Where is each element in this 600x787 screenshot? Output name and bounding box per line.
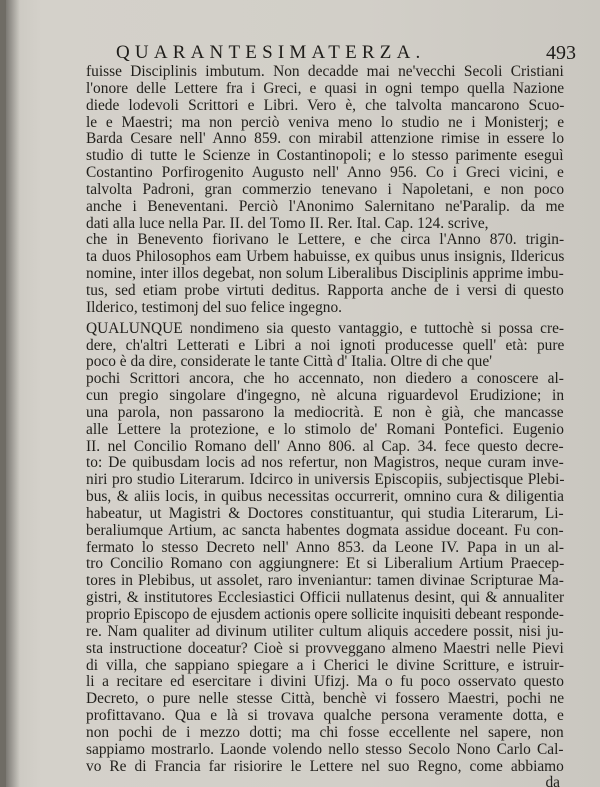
text-line: dati alla luce nella Par. II. del Tomo II. Rer. Ital. Cap. 124. scrive, bbox=[86, 214, 489, 232]
text-line: II. nel Concilio Romano dell' Anno 806. al Cap. 34. fece questo decre- bbox=[86, 437, 564, 455]
catchword: da bbox=[545, 774, 560, 787]
text-line: l'onore delle Lettere fra i Greci, e quasi in ogni tempo quella Nazione bbox=[86, 79, 565, 97]
text-line: poco è da dire, considerate le tante Città d' Italia. Oltre di che que' bbox=[86, 353, 492, 371]
text-line: habeatur, ut Magistri & Doctores constituantur, qui studia Literarum, Li- bbox=[86, 504, 564, 522]
text-line: pochi Scrittori ancora, che ho accennato, non diedero a conoscere al- bbox=[86, 370, 564, 388]
text-line: gistri, & institutores Ecclesiastici Officii nullatenus desint, qui & annualiter bbox=[86, 589, 565, 607]
text-line: tores in Plebibus, ut assolet, raro inveniantur: tamen divinae Scripturae Ma- bbox=[86, 572, 564, 590]
text-line: talvolta Padroni, gran commerzio tenevano i Napoletani, e non poco bbox=[86, 180, 565, 198]
text-line: fermato lo stesso Decreto nell' Anno 853. da Leone IV. Papa in un al- bbox=[86, 538, 565, 556]
text-line: dere, ch'altri Letterati e Libri a noi ignoti producesse quell' età: pure bbox=[86, 336, 565, 354]
text-line: vo Re di Francia far risiorire le Lettere nel suo Regno, come abbiamo bbox=[86, 757, 564, 775]
text-line: tro Concilio Romano con aggiungnere: Et si Liberalium Artium Praecep- bbox=[86, 555, 565, 573]
text-line: sappiamo mostrarlo. Laonde volendo nello stesso Secolo Nono Carlo Cal- bbox=[86, 740, 564, 758]
text-line: ta duos Philosophos eam Urbem habuisse, ex quibus unus insignis, Ildericus bbox=[86, 248, 565, 266]
text-line: una parola, non passarono la mediocrità. E non è già, che mancasse bbox=[86, 403, 564, 421]
text-line: beraliumque Artium, ac sancta habentes dogmata assidue doceant. Fu con- bbox=[86, 521, 564, 539]
text-line: non pochi de i mezzo dotti; ma chi fosse eccellente nel sapere, non bbox=[86, 723, 564, 741]
text-line: cun pregio singolare d'ingegno, nè alcuna riguardevol Erudizione; in bbox=[86, 387, 565, 405]
text-line: Costantino Porfirogenito Augusto nell' Anno 956. Co i Greci vicini, e bbox=[86, 164, 564, 182]
page-body bbox=[86, 64, 564, 787]
text-line: nomine, inter illos degebat, non solum Liberalibus Disciplinis apprime imbu- bbox=[86, 265, 564, 283]
gutter-shadow bbox=[6, 0, 20, 787]
text-line: proprio Episcopo de ejusdem actionis opere sollicite inquisiti debeant responde- bbox=[86, 606, 564, 623]
text-line: Barda Cesare nell' Anno 859. con mirabil attenzione rimise in essere lo bbox=[86, 130, 565, 148]
text-line: le e Maestri; ma non perciò veniva meno lo studio ne i Monisterj; e bbox=[86, 113, 565, 131]
text-line: re. Nam qualiter ad divinum utiliter cultum aliquis accedere possit, nisi ju- bbox=[86, 622, 564, 640]
text-line: bus, & aliis locis, in quibus necessitas occurrerit, omnino cura & diligentia bbox=[86, 488, 564, 506]
page-header bbox=[116, 42, 576, 64]
text-line: Decreto, o pure nelle stesse Città, benchè vi fossero Maestri, pochi ne bbox=[86, 690, 565, 708]
book-page bbox=[6, 0, 600, 787]
text-line: di villa, che sappiano spiegare a i Cherici le divine Scritture, e istruir- bbox=[86, 656, 564, 674]
running-title: QUARANTESIMATERZA. bbox=[116, 42, 426, 63]
text-line: Ilderico, testimonj del suo felice ingegno. bbox=[86, 298, 343, 316]
text-line: tus, sed etiam probe virtuti deditus. Rapporta anche de i versi di questo bbox=[86, 281, 564, 299]
text-line: diede lodevoli Scrittori e Libri. Vero è, che talvolta mancarono Scuo- bbox=[86, 96, 565, 114]
text-line: QUALUNQUE nondimeno sia questo vantaggio, e tuttochè si possa cre- bbox=[86, 319, 565, 337]
page-number: 493 bbox=[546, 42, 576, 64]
text-line: niri pro studio Literarum. Idcirco in universis Episcopiis, subjectisque Plebi- bbox=[86, 471, 565, 489]
text-line: profittavano. Qua e là si trovava qualche persona veramente dotta, e bbox=[86, 707, 564, 725]
paragraph-2 bbox=[86, 321, 564, 776]
paragraph-1 bbox=[86, 64, 564, 317]
text-line: alle Lettere la protezione, e lo stimolo de' Romani Pontefici. Eugenio bbox=[86, 420, 564, 438]
text-line: fuisse Disciplinis imbutum. Non decadde mai ne'vecchi Secoli Cristiani bbox=[86, 63, 564, 80]
text-line: sta instructione doceatur? Cioè si provveggano almeno Maestri nelle Pievi bbox=[86, 639, 564, 657]
text-line: to: De quibusdam locis ad nos refertur, non Magistros, neque curam inve- bbox=[86, 454, 564, 472]
text-line: li a recitare ed esercitare i divini Ufizj. Ma o fu poco osservato questo bbox=[86, 673, 564, 691]
text-line: studio di tutte le Scienze in Costantinopoli; e lo stesso parimente eseguì bbox=[86, 147, 564, 165]
text-line: anche i Beneventani. Perciò l'Anonimo Salernitano ne'Paralip. da me bbox=[86, 197, 565, 215]
text-line: che in Benevento fiorivano le Lettere, e che circa l'Anno 870. trigin- bbox=[86, 231, 565, 249]
